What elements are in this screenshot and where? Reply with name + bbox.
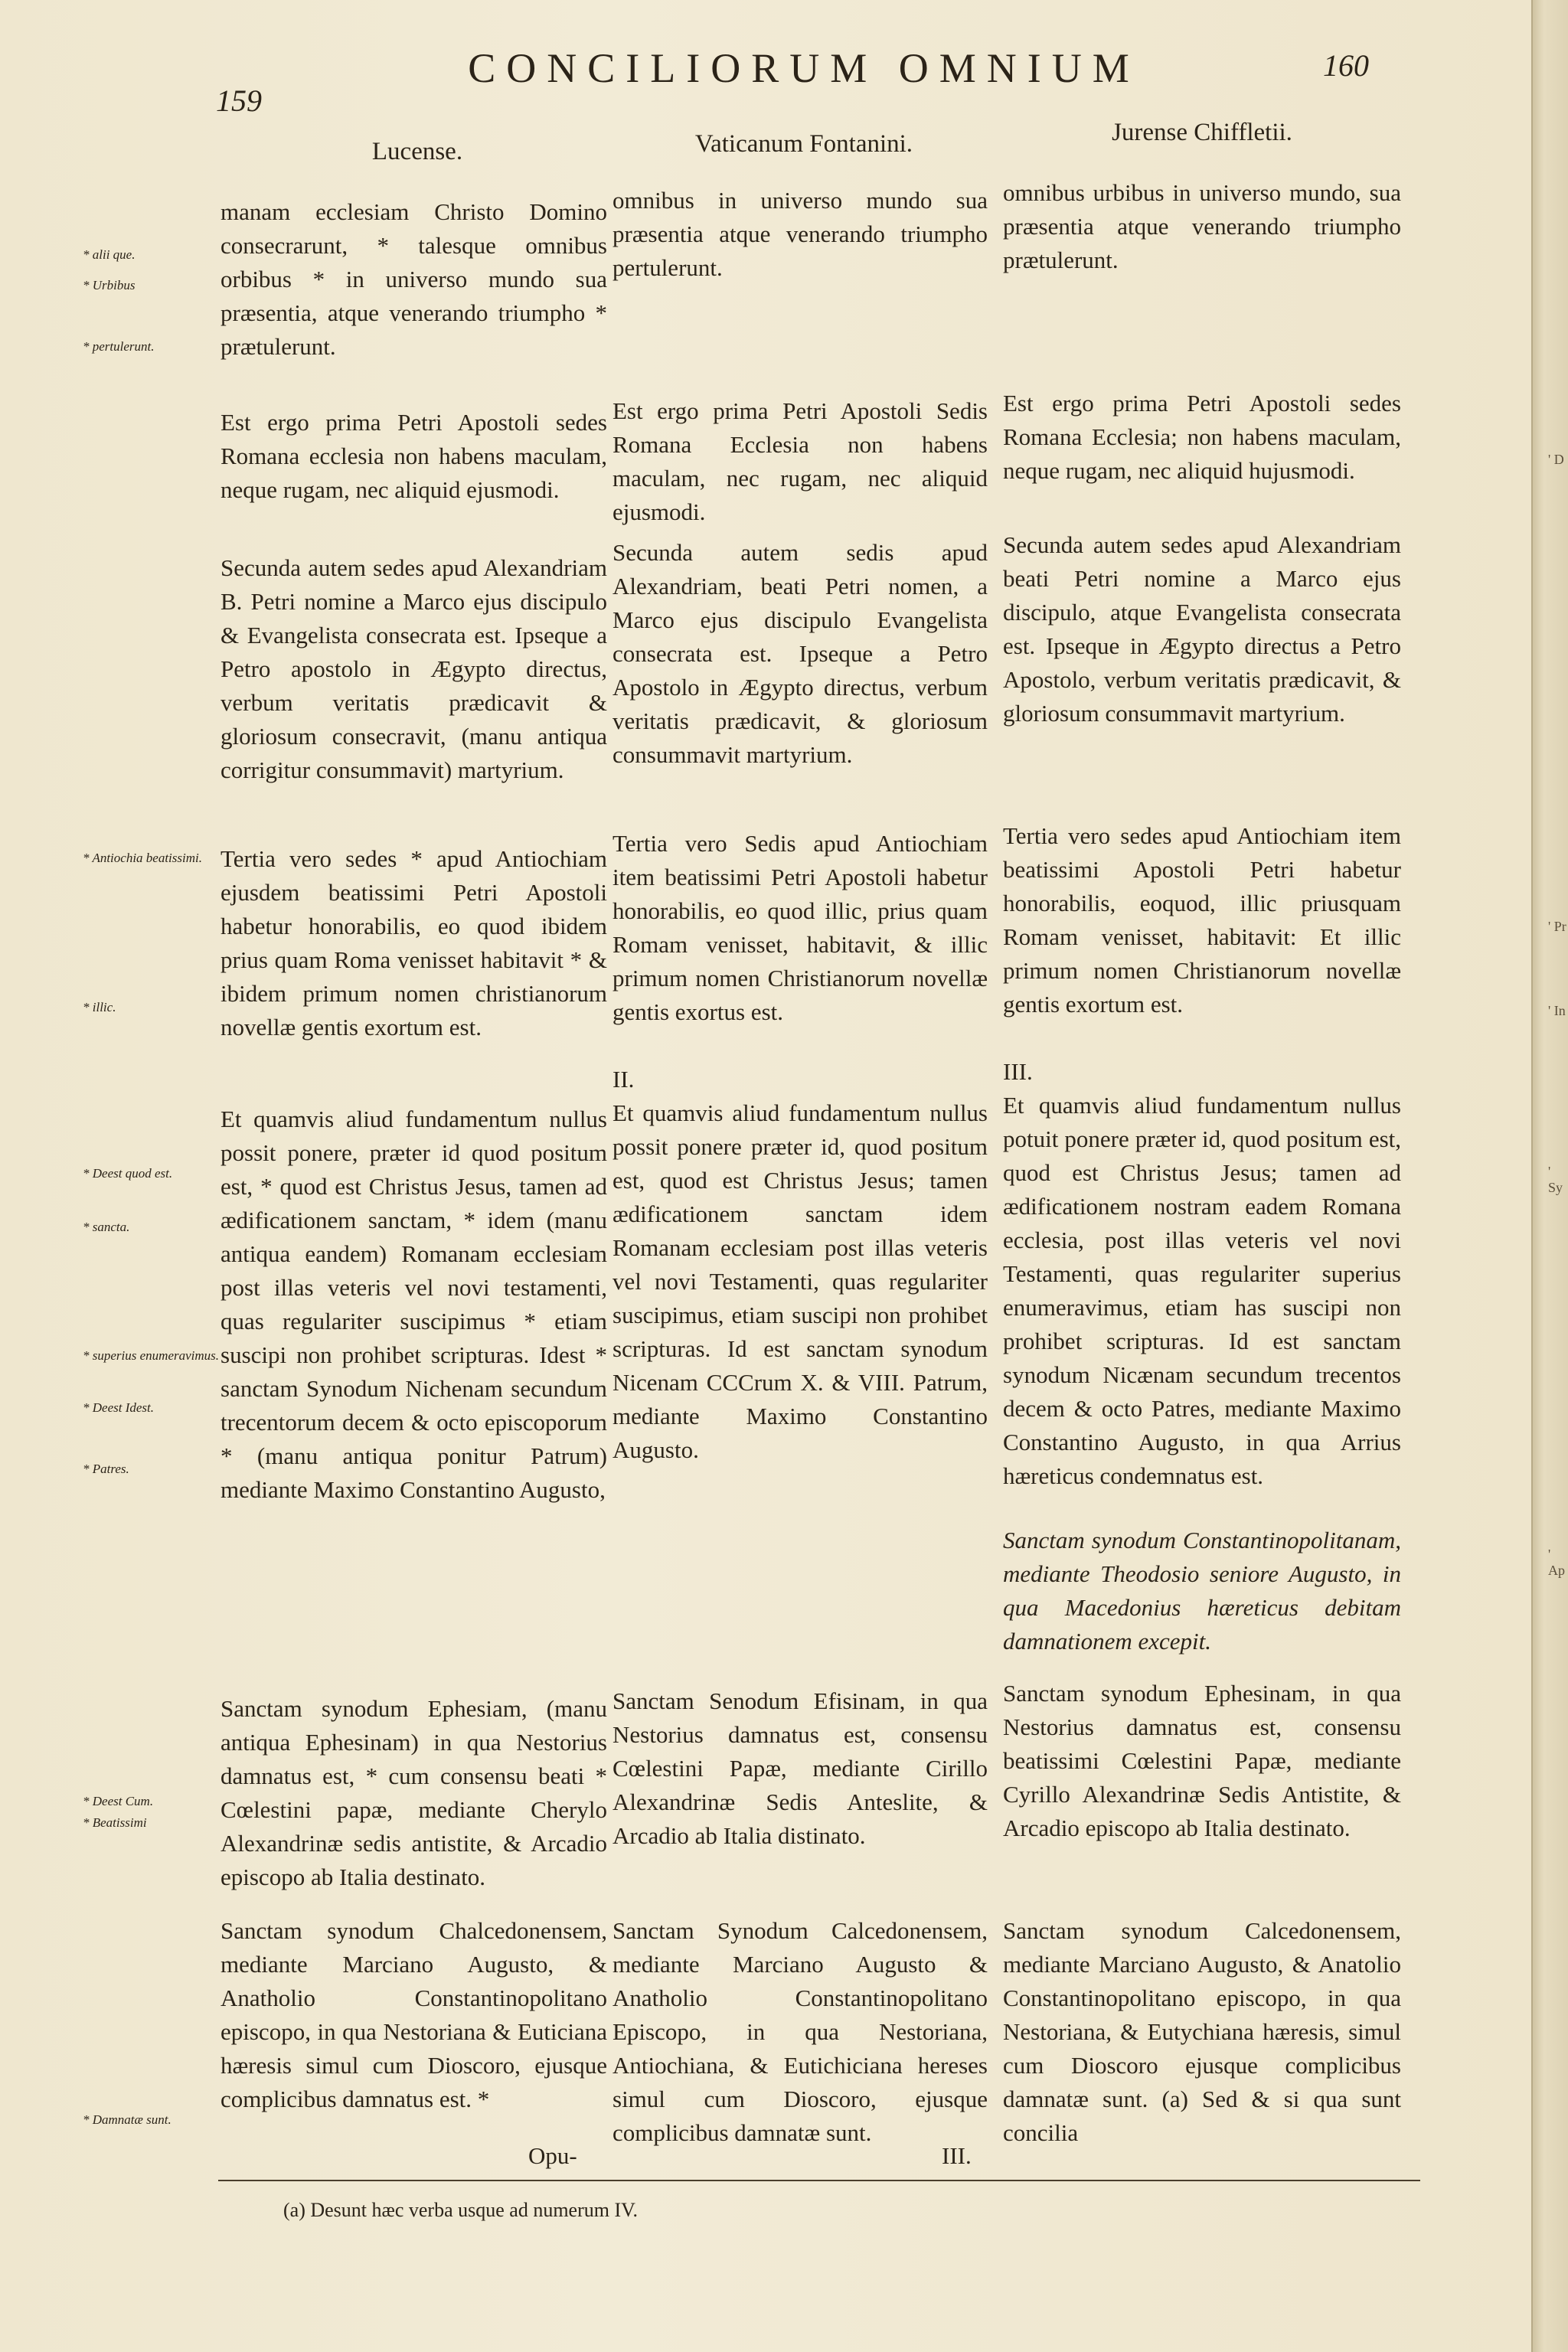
column-heading-lucense: Lucense. bbox=[371, 138, 463, 165]
paragraph: Sanctam Senodum Efisinam, in qua Nestorius damnatus est, consensu Cœlestini Papæ, mediante Cirillo Alexandrinæ Sedis Anteslite, & Arcadio ab Italia distinato. bbox=[612, 1687, 988, 1849]
footnote: (a) Desunt hæc verba usque ad numerum IV. bbox=[283, 2199, 639, 2221]
paragraph: Sanctam synodum Chalcedonensem, mediante Marciano Augusto, & Anatholio Constantinopolitano episcopo, in qua Nestoriana & Euticiana hæresis simul cum Dioscoro, ejusque complicibus damnatus est. * bbox=[220, 1917, 607, 2112]
paragraph: Est ergo prima Petri Apostoli Sedis Romana Ecclesia non habens maculam, nec rugam, nec aliquid ejusmodi. bbox=[612, 397, 988, 525]
paragraph: Sanctam synodum Ephesiam, (manu antiqua Ephesinam) in qua Nestorius damnatus est, * cum consensu beati * Cœlestini papæ, mediante Cherylo Alexandrinæ sedis antistite, & Arcadio episcopo ab Italia destinato. bbox=[220, 1695, 607, 1890]
paragraph: Et quamvis aliud fundamentum nullus possit ponere, præter id quod positum est, * quod est Christus Jesus, tamen ad ædificationem sanctam, * idem (manu antiqua eandem) Romanam ecclesiam post illas veteris vel novi testamenti, quas regulariter suscipimus * etiam suscipi non prohibet scripturas. Idest * sanctam Synodum Nichenam secundum trecentorum decem & octo episcoporum * (manu antiqua ponitur Patrum) mediante Maximo Constantino Augusto, bbox=[220, 1106, 607, 1503]
margin-note: * sancta. bbox=[83, 1220, 130, 1234]
margin-note: * Urbibus bbox=[83, 278, 136, 292]
section-number: III. bbox=[1003, 1058, 1033, 1085]
paragraph: Et quamvis aliud fundamentum nullus potuit ponere præter id, quod positum est, quod est Christus Jesus; tamen ad ædificationem nostram eadem Romana ecclesia, post illas veteris vel novi Testamenti, quas regulariter superius enumeravimus, etiam has suscipi non prohibet scripturas. Id est sanctam synodum Nicænam secundum trecentos decem & octo Patres, mediante Maximo Constantino Augusto, in qua Arrius hæreticus condemnatus est. bbox=[1003, 1092, 1401, 1489]
margin-note: * pertulerunt. bbox=[83, 339, 155, 354]
margin-note: * Deest quod est. bbox=[83, 1166, 173, 1181]
paragraph: Secunda autem sedes apud Alexandriam beati Petri nomine a Marco ejus discipulo, atque Evangelista consecrata est. Ipseque in Ægypto directus a Petro Apostolo, verbum veritatis prædicavit, & gloriosum consummavit martyrium. bbox=[1003, 531, 1401, 727]
catchword-lucense: Opu- bbox=[528, 2142, 577, 2169]
paragraph: Tertia vero Sedis apud Antiochiam item beatissimi Petri Apostoli habetur honorabilis, eo quod illic, prius quam Romam venisset, habitavit, & illic primum nomen Christianorum novellæ gentis exortus est. bbox=[612, 830, 988, 1025]
column-heading-jurense: Jurense Chiffletii. bbox=[1112, 119, 1292, 146]
paragraph: Et quamvis aliud fundamentum nullus possit ponere præter id, quod positum est, quod est Christus Jesus; tamen ædificationem sanctam idem Romanam ecclesiam post illas veteris vel novi Testamenti, quas regulariter suscipimus, etiam suscipi non prohibet scripturas. Id est sanctam synodum Nicenam CCCrum X. & VIII. Patrum, mediante Maximo Constantino Augusto. bbox=[612, 1099, 988, 1463]
footnote-rule bbox=[218, 2180, 1420, 2181]
paragraph: Secunda autem sedis apud Alexandriam, beati Petri nomen, a Marco ejus discipulo Evangelista consecrata est. Ipseque a Petro Apostolo in Ægypto directus, verbum veritatis prædicavit, & gloriosum consummavit martyrium. bbox=[612, 539, 988, 768]
paragraph: Est ergo prima Petri Apostoli sedes Romana ecclesia non habens maculam, neque rugam, nec aliquid ejusmodi. bbox=[220, 409, 607, 503]
catchword-vaticanum: III. bbox=[942, 2142, 972, 2169]
margin-note: * Patres. bbox=[83, 1462, 129, 1476]
margin-note: * Deest Cum. bbox=[83, 1794, 154, 1808]
column-heading-vaticanum: Vaticanum Fontanini. bbox=[694, 130, 913, 158]
paragraph: Secunda autem sedes apud Alexandriam B. Petri nomine a Marco ejus discipulo & Evangelista consecrata est. Ipseque a Petro apostolo in Ægypto directus, verbum veritatis prædicavit & gloriosum consecravit, (manu antiqua corrigitur consummavit) martyrium. bbox=[220, 554, 607, 783]
section-number: II. bbox=[612, 1066, 635, 1093]
margin-note: * alii que. bbox=[83, 247, 136, 262]
running-title: CONCILIORUM OMNIUM bbox=[468, 45, 1140, 91]
paragraph: Est ergo prima Petri Apostoli sedes Romana Ecclesia; non habens maculam, neque rugam, nec aliquid hujusmodi. bbox=[1003, 390, 1401, 484]
paragraph: omnibus urbibus in universo mundo, sua præsentia atque venerando triumpho prætulerunt. bbox=[1003, 179, 1401, 273]
left-page-number: 159 bbox=[216, 83, 262, 118]
paragraph: Sanctam synodum Calcedonensem, mediante Marciano Augusto, & Anatolio Constantinopolitano episcopo, in qua Nestoriana, & Eutychiana hæresis, simul cum Dioscoro ejusque complicibus damnatæ sunt. (a) Sed & si qua sunt concilia bbox=[1003, 1917, 1401, 2146]
margin-note: * superius enumeravimus. bbox=[83, 1348, 220, 1363]
margin-note: * Deest Idest. bbox=[83, 1400, 155, 1415]
margin-note: * illic. bbox=[83, 1000, 116, 1014]
margin-note: * Damnatæ sunt. bbox=[83, 2112, 172, 2127]
paragraph: Sanctam synodum Ephesinam, in qua Nestorius damnatus est, consensu beatissimi Cœlestini Papæ, mediante Cyrillo Alexandrinæ Sedis Antistite, & Arcadio episcopo ab Italia destinato. bbox=[1003, 1680, 1401, 1841]
paragraph: omnibus in universo mundo sua præsentia atque venerando triumpho pertulerunt. bbox=[612, 187, 988, 281]
paragraph: Sanctam Synodum Calcedonensem, mediante Marciano Augusto & Anatholio Constantinopolitano Episcopo, in qua Nestoriana, Antiochiana, & Eutichiciana hereses simul cum Dioscoro, ejusque complicibus damnatæ sunt. bbox=[612, 1917, 988, 2146]
paragraph: Tertia vero sedes * apud Antiochiam ejusdem beatissimi Petri Apostoli habetur honorabilis, eo quod ibidem prius quam Roma venisset habitavit * & ibidem primum nomen christianorum novellæ gentis exortum est. bbox=[220, 845, 607, 1040]
margin-note: * Antiochia beatissimi. bbox=[83, 851, 202, 865]
paragraph: manam ecclesiam Christo Domino consecrarunt, * talesque omnibus orbibus * in universo mundo sua præsentia, atque venerando triumpho * prætulerunt. bbox=[220, 198, 607, 360]
right-page-number: 160 bbox=[1323, 48, 1369, 83]
paragraph: Tertia vero sedes apud Antiochiam item beatissimi Apostoli Petri habetur honorabilis, eoquod, illic priusquam Romam venisset, habitavit: Et illic primum nomen Christianorum novellæ gentis exortum est. bbox=[1003, 822, 1401, 1018]
paragraph: Sanctam synodum Constantinopolitanam, mediante Theodosio seniore Augusto, in qua Macedonius hæreticus debitam damnationem excepit. bbox=[1003, 1527, 1401, 1655]
margin-note: * Beatissimi bbox=[83, 1815, 147, 1830]
